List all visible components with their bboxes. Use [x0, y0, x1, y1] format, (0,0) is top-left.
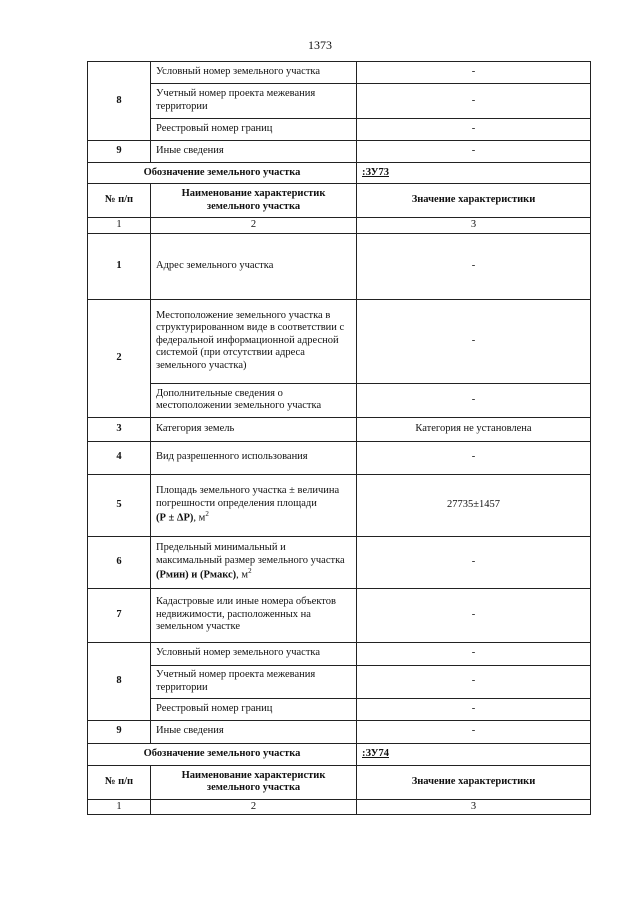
char-name: Вид разрешенного использования [151, 441, 357, 474]
column-index-row [88, 218, 591, 234]
table-row [88, 119, 591, 141]
plot-designation-row [88, 743, 591, 765]
char-name-text: Предельный минимальный и максимальный размер земельного участка [156, 541, 345, 566]
char-name: Адрес земельного участка [151, 233, 357, 299]
table-row [88, 84, 591, 119]
row-number: 8 [88, 642, 151, 720]
char-name: Иные сведения [151, 141, 357, 163]
header-row [88, 765, 591, 799]
row-number: 1 [88, 233, 151, 299]
char-value: - [357, 233, 591, 299]
row-number: 5 [88, 474, 151, 536]
table-row [88, 383, 591, 417]
col-index: 3 [357, 218, 591, 234]
col-index: 2 [151, 218, 357, 234]
table-row [88, 474, 591, 536]
char-name: Иные сведения [151, 720, 357, 743]
plot-code: :ЗУ74 [357, 743, 591, 765]
char-value: - [357, 588, 591, 642]
char-value: - [357, 383, 591, 417]
header-row [88, 184, 591, 218]
plot-designation-label: Обозначение земельного участка [88, 743, 357, 765]
col-index: 1 [88, 218, 151, 234]
header-name: Наименование характеристик земельного участка [151, 765, 357, 799]
char-name [151, 474, 357, 536]
row-number: 8 [88, 62, 151, 141]
char-name: Категория земель [151, 417, 357, 441]
char-value: - [357, 642, 591, 665]
table-row [88, 536, 591, 588]
header-num: № п/п [88, 184, 151, 218]
table-row [88, 698, 591, 720]
char-name: Местоположение земельного участка в структурированном виде в соответствии с федеральной информационной адресной системой (при отсутствии адреса земельного участка) [151, 299, 357, 383]
col-index: 2 [151, 799, 357, 815]
table-row [88, 233, 591, 299]
header-name: Наименование характеристик земельного участка [151, 184, 357, 218]
char-name: Учетный номер проекта межевания территории [151, 84, 357, 119]
char-name: Условный номер земельного участка [151, 62, 357, 84]
table-row [88, 642, 591, 665]
row-number: 9 [88, 720, 151, 743]
char-value: - [357, 536, 591, 588]
char-name: Условный номер земельного участка [151, 642, 357, 665]
table-row [88, 141, 591, 163]
unit-power: 2 [248, 567, 252, 576]
column-index-row [88, 799, 591, 815]
char-value: - [357, 84, 591, 119]
char-name: Учетный номер проекта межевания территории [151, 665, 357, 698]
header-value: Значение характеристики [357, 765, 591, 799]
area-formula: (Р ± ΔР) [156, 512, 194, 524]
char-value: Категория не установлена [357, 417, 591, 441]
unit: , м [236, 569, 249, 581]
unit-power: 2 [205, 510, 209, 519]
char-value: - [357, 720, 591, 743]
char-name-text: Площадь земельного участка ± величина погрешности определения площади [156, 484, 340, 509]
row-number: 7 [88, 588, 151, 642]
header-value: Значение характеристики [357, 184, 591, 218]
plot-code: :ЗУ73 [357, 163, 591, 184]
row-number: 6 [88, 536, 151, 588]
plot-designation-row [88, 163, 591, 184]
char-value: - [357, 665, 591, 698]
row-number: 3 [88, 417, 151, 441]
char-value: 27735±1457 [357, 474, 591, 536]
row-number: 2 [88, 299, 151, 417]
page-number: 1373 [308, 38, 332, 52]
table-row [88, 588, 591, 642]
unit: , м [193, 512, 206, 524]
char-value: - [357, 299, 591, 383]
char-value: - [357, 119, 591, 141]
col-index: 1 [88, 799, 151, 815]
plot-designation-label: Обозначение земельного участка [88, 163, 357, 184]
char-name: Дополнительные сведения о местоположении земельного участка [151, 383, 357, 417]
char-value: - [357, 441, 591, 474]
land-plot-table [87, 61, 591, 815]
header-num: № п/п [88, 765, 151, 799]
table-row [88, 665, 591, 698]
table-row [88, 299, 591, 383]
char-value: - [357, 698, 591, 720]
size-formula: (Рмин) и (Рмакс) [156, 569, 237, 581]
char-name [151, 536, 357, 588]
col-index: 3 [357, 799, 591, 815]
row-number: 4 [88, 441, 151, 474]
char-value: - [357, 62, 591, 84]
char-value: - [357, 141, 591, 163]
row-number: 9 [88, 141, 151, 163]
char-name: Кадастровые или иные номера объектов недвижимости, расположенных на земельном участке [151, 588, 357, 642]
table-row [88, 720, 591, 743]
table-row [88, 417, 591, 441]
table-row [88, 441, 591, 474]
table-row [88, 62, 591, 84]
char-name: Реестровый номер границ [151, 698, 357, 720]
char-name: Реестровый номер границ [151, 119, 357, 141]
